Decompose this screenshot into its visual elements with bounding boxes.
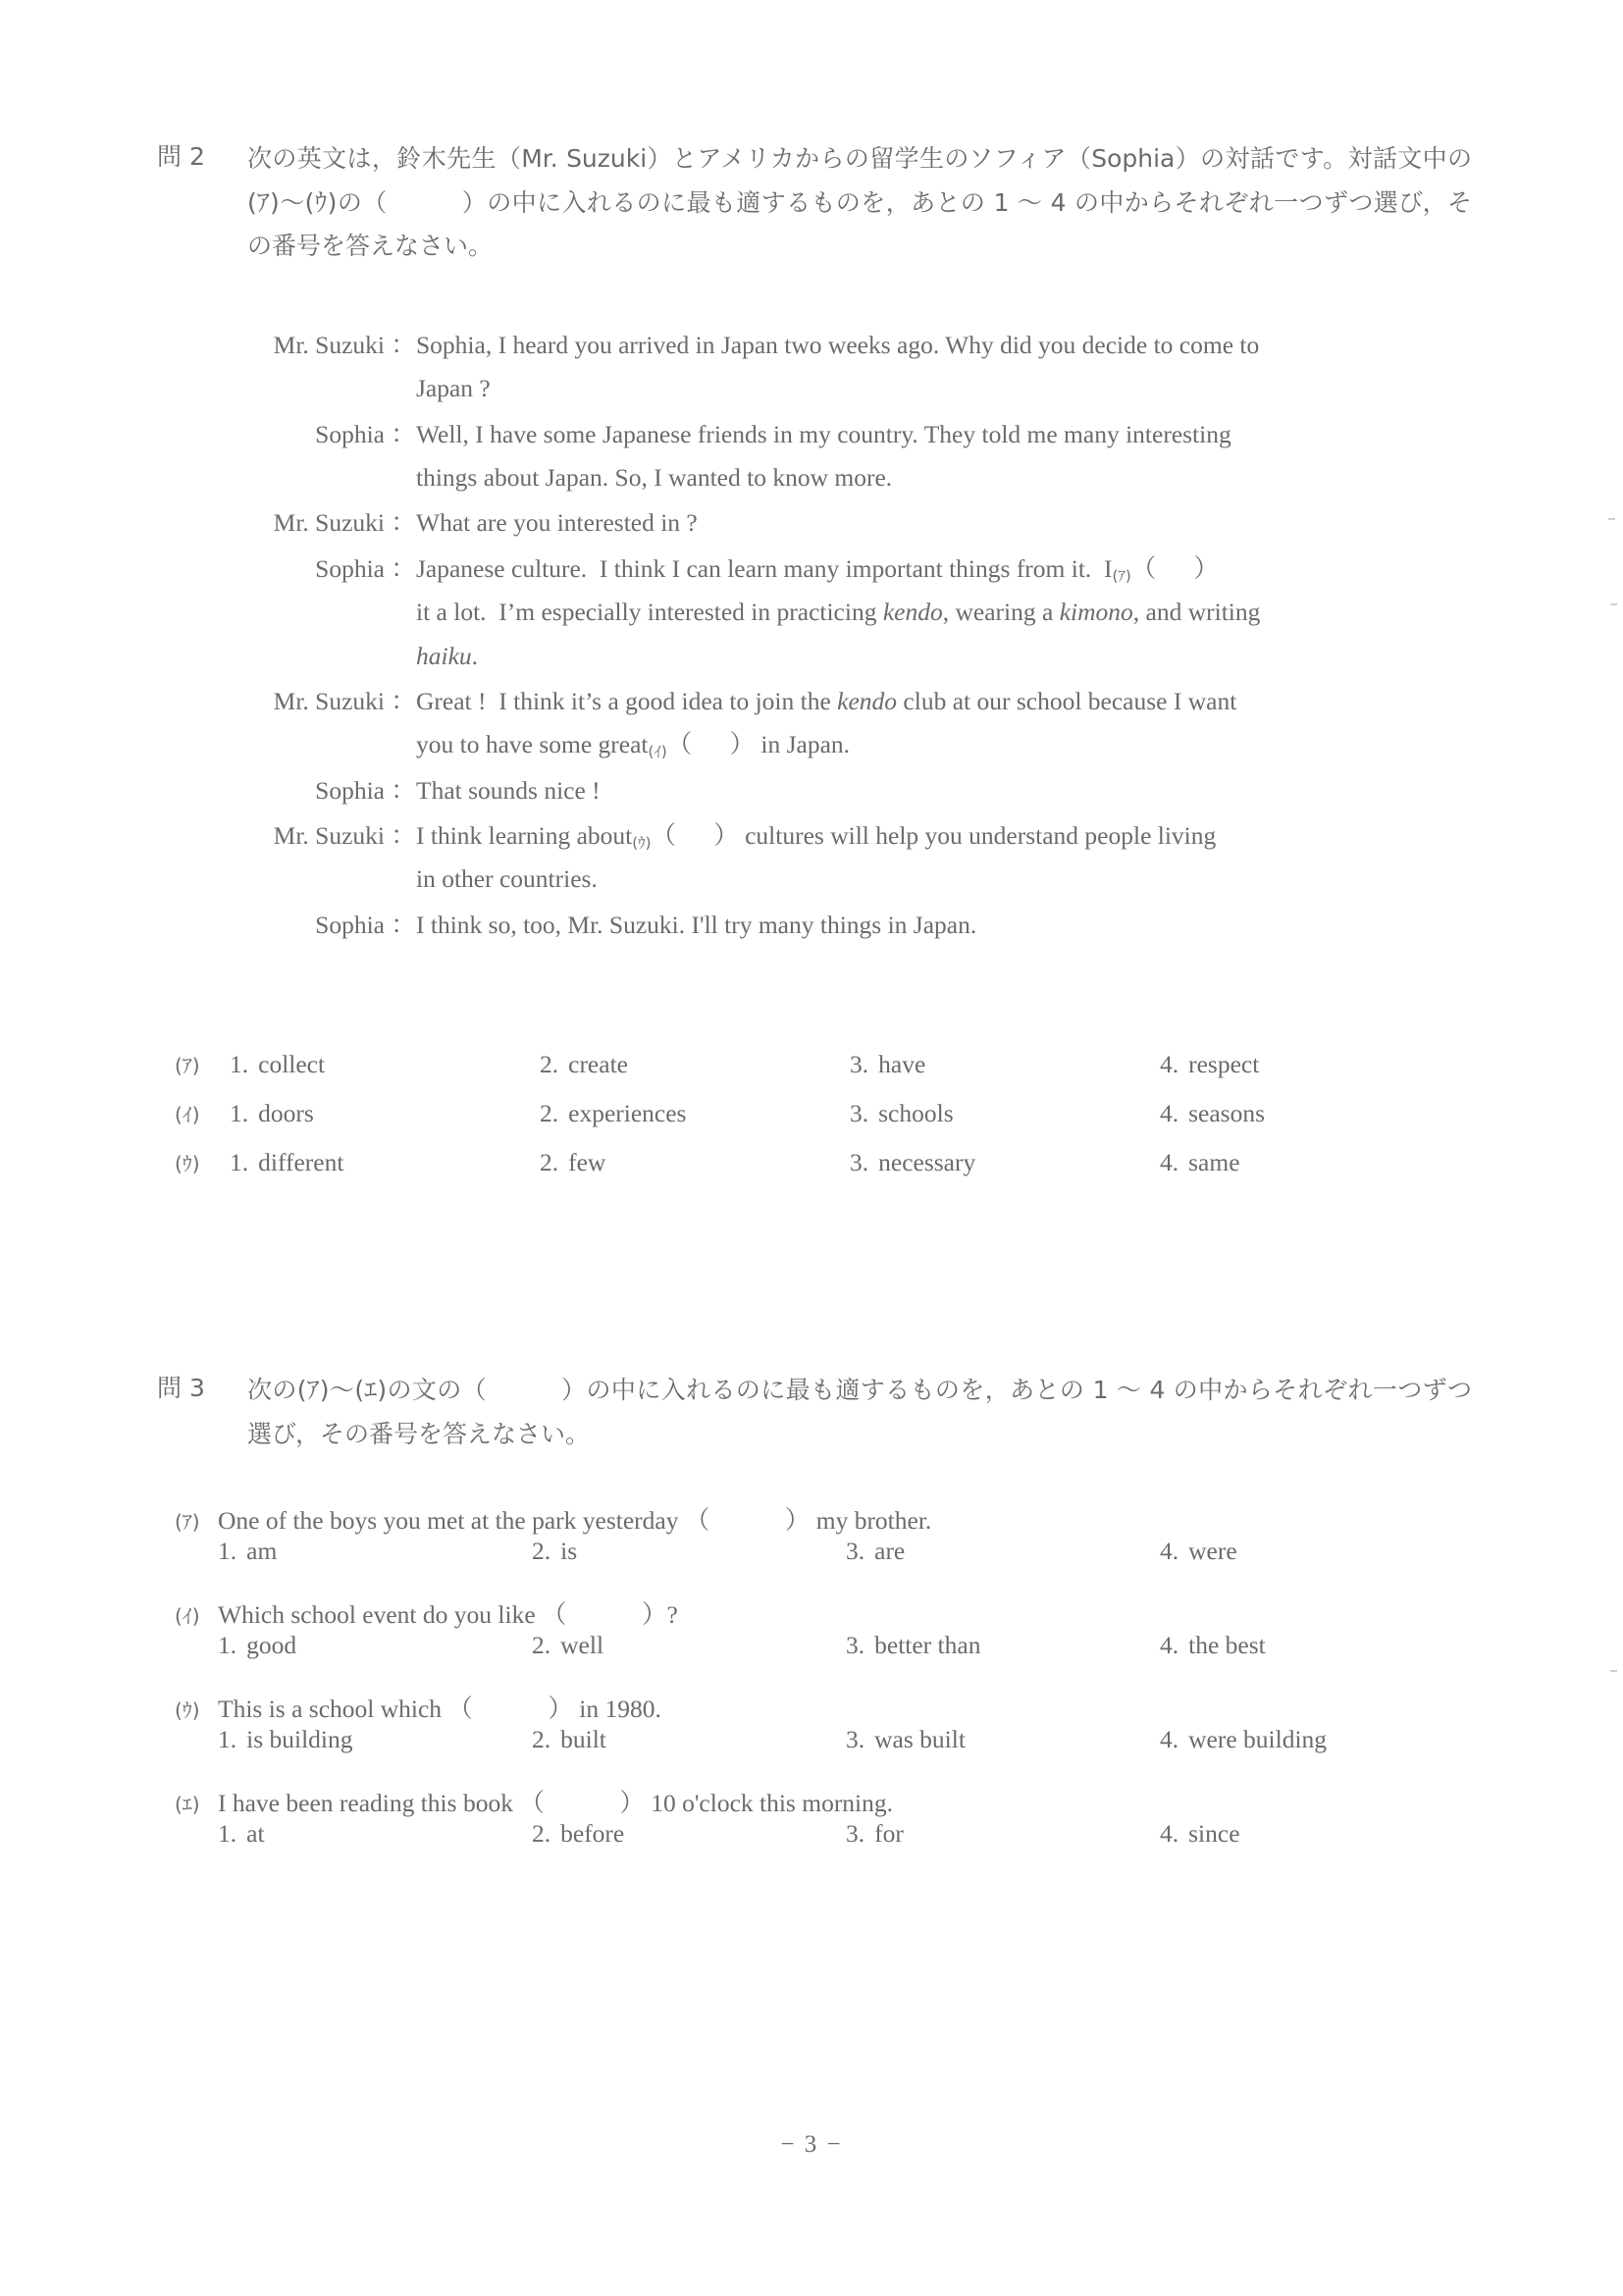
question-3-stem [175,1690,1480,1725]
choice-number: 4. [1160,1050,1179,1078]
item-options [175,1725,1480,1780]
dialogue-speaker: Mr. Suzuki [273,820,385,850]
dialogue-text [416,548,1472,678]
choice-option[interactable] [846,1631,1160,1660]
choice-option[interactable] [218,1819,532,1849]
choice-label: schools [878,1099,954,1127]
item-key: (ｲ) [175,1604,200,1628]
question-3-item [175,1595,1480,1686]
dialogue-row [196,413,1472,500]
choice-label: before [560,1819,625,1848]
choice-label: is building [246,1725,353,1753]
choice-number: 4. [1160,1631,1179,1659]
choice-label: doors [258,1099,314,1127]
choice-number: 1. [218,1631,237,1659]
dialogue-line: Great ! I think it’s a good idea to join the kendo club at our school because I want [416,686,1237,715]
choice-label: am [246,1537,278,1565]
choice-number: 2. [540,1099,559,1127]
choice-option[interactable] [850,1148,1160,1177]
choice-number: 4. [1160,1099,1179,1127]
dialogue-row [196,501,1472,545]
choice-number: 3. [846,1819,865,1848]
question-2-label: 問 2 [157,142,205,171]
dialogue-colon: ： [391,820,416,850]
choice-option[interactable] [540,1148,850,1177]
choice-option[interactable] [1160,1050,1470,1079]
question-2-block [157,137,1472,269]
dialogue-text [416,814,1472,902]
choice-label: the best [1188,1631,1266,1659]
choice-number: 2. [532,1819,551,1848]
choice-number: 2. [532,1631,551,1659]
choice-option[interactable] [846,1725,1160,1754]
choice-number: 2. [532,1725,551,1753]
choice-number: 4. [1160,1819,1179,1848]
dialogue-line: you to have some great(ｲ)（ ） in Japan. [416,723,1472,766]
item-options [175,1537,1480,1592]
dialogue-speaker: Mr. Suzuki [273,686,385,715]
choice-label: seasons [1188,1099,1266,1127]
choice-label: were building [1188,1725,1328,1753]
choice-option[interactable] [532,1725,846,1754]
choice-option[interactable] [540,1050,850,1079]
dialogue-text [416,904,1472,947]
choice-label: collect [258,1050,326,1078]
choice-number: 3. [846,1725,865,1753]
choice-option[interactable] [218,1631,532,1660]
choice-label: is [560,1537,578,1565]
item-key: (ｳ) [175,1698,200,1722]
dialogue-line: in other countries. [416,864,598,894]
question-3-stem [175,1501,1480,1537]
choice-number: 3. [850,1050,869,1078]
choice-label: necessary [878,1148,976,1176]
choice-option[interactable] [532,1537,846,1566]
choice-number: 2. [540,1148,559,1176]
question-3-item [175,1501,1480,1592]
item-options [175,1819,1480,1874]
scan-mark [1610,1670,1617,1672]
blank-marker-i: (ｲ) [648,743,667,761]
choice-option[interactable] [1160,1537,1474,1566]
choice-option[interactable] [1160,1631,1474,1660]
question-3-item [175,1784,1480,1874]
item-sentence: One of the boys you met at the park yesterday （ ） my brother. [218,1506,932,1535]
dialogue-colon: ： [391,686,416,715]
dialogue-line: things about Japan. So, I wanted to know more. [416,463,893,493]
dialogue-row [196,680,1472,767]
dialogue-line: What are you interested in ? [416,508,698,538]
dialogue-line: it a lot. I’m especially interested in practicing kendo, wearing a kimono, and writing [416,598,1261,627]
dialogue-speaker: Sophia [315,419,385,448]
choice-number: 4. [1160,1537,1179,1565]
choice-label: well [560,1631,604,1659]
question-3-item [175,1690,1480,1780]
scan-mark [1610,603,1617,605]
choice-label: have [878,1050,926,1078]
choice-option[interactable] [846,1537,1160,1566]
answer-blank: （ ） [666,730,755,759]
dialogue-list [196,324,1472,949]
item-sentence: This is a school which （ ） in 1980. [218,1695,661,1723]
dialogue-line: Japan ? [416,374,491,403]
question-2-heading [157,137,1472,269]
choice-row [175,1050,1470,1099]
dialogue-speaker: Sophia [315,775,385,805]
item-key: (ｴ) [175,1793,200,1816]
dialogue-text [416,501,1472,545]
question-3-stem [175,1784,1480,1819]
choice-option[interactable] [218,1537,532,1566]
choice-number: 3. [846,1631,865,1659]
question-2-choices [175,1050,1470,1197]
dialogue-colon: ： [391,553,416,583]
choice-number: 4. [1160,1148,1179,1176]
choice-number: 1. [230,1050,249,1078]
choice-option[interactable] [850,1099,1160,1128]
question-3-instruction: 次の(ｱ)～(ｴ)の文の（ ）の中に入れるのに最も適するものを，あとの 1 ～ 4 の中からそれぞれ一つずつ選び，その番号を答えなさい。 [247,1376,1472,1448]
choice-number: 1. [230,1148,249,1176]
item-key: (ｱ) [175,1510,200,1534]
choice-label: different [258,1148,344,1176]
italic-term: haiku [416,641,472,670]
question-3-heading [157,1369,1472,1456]
dialogue-line: Sophia, I heard you arrived in Japan two weeks ago. Why did you decide to come to [416,331,1260,359]
dialogue-speaker: Mr. Suzuki [273,508,385,538]
choice-option[interactable] [1160,1099,1470,1128]
choice-option[interactable] [540,1099,850,1128]
question-3-items [175,1501,1480,1878]
dialogue-colon: ： [391,331,416,359]
dialogue-colon: ： [391,775,416,805]
choice-label: since [1188,1819,1240,1848]
dialogue-line: That sounds nice ! [416,775,601,805]
answer-blank: （ ） [651,820,739,850]
dialogue-text [416,413,1472,500]
choice-label: are [874,1537,906,1565]
choice-row [175,1099,1470,1148]
dialogue-line: Japanese culture. I think I can learn many important things from it. I(ｱ)（ ） [416,548,1472,591]
dialogue-row [196,548,1472,678]
dialogue-colon: ： [391,508,416,538]
choice-label: for [874,1819,904,1848]
choice-label: was built [874,1725,966,1753]
choice-option[interactable] [850,1050,1160,1079]
item-sentence: I have been reading this book （ ） 10 o'clock this morning. [218,1789,894,1817]
choice-option[interactable] [218,1725,532,1754]
choice-number: 4. [1160,1725,1179,1753]
choice-option[interactable] [532,1819,846,1849]
dialogue-row [196,324,1472,411]
choice-row [175,1148,1470,1197]
dialogue-row [196,904,1472,947]
dialogue-row [196,814,1472,902]
choice-option[interactable] [230,1099,540,1128]
blank-marker-a: (ｱ) [1112,566,1131,585]
choice-number: 3. [850,1099,869,1127]
choice-label: built [560,1725,606,1753]
page-number: − 3 − [780,2131,843,2158]
choice-number: 2. [540,1050,559,1078]
choice-number: 1. [218,1725,237,1753]
choice-option[interactable] [532,1631,846,1660]
choice-label: few [568,1148,606,1176]
choice-key: (ｲ) [175,1103,200,1126]
choice-label: respect [1188,1050,1260,1078]
dialogue-speaker: Sophia [315,553,385,583]
dialogue-line: haiku. [416,641,479,670]
dialogue-text [416,324,1472,411]
dialogue-row [196,769,1472,812]
choice-number: 1. [218,1819,237,1848]
question-3-label: 問 3 [157,1374,205,1402]
dialogue-line: I think learning about(ｳ)（ ） cultures will help you understand people living [416,814,1472,858]
choice-option[interactable] [846,1819,1160,1849]
choice-label: better than [874,1631,981,1659]
choice-option[interactable] [1160,1148,1470,1177]
italic-term: kendo [837,686,898,715]
italic-term: kimono [1059,598,1133,627]
question-3-stem [175,1595,1480,1631]
item-options [175,1631,1480,1686]
scan-mark [1608,518,1615,520]
choice-number: 1. [218,1537,237,1565]
choice-option[interactable] [1160,1725,1474,1754]
question-2-instruction: 次の英文は，鈴木先生（Mr. Suzuki）とアメリカからの留学生のソフィア（Sophia）の対話です。対話文中の(ｱ)～(ｳ)の（ ）の中に入れるのに最も適するものを，あとの 1 ～ 4 の中からそれぞれ一つずつ選び，その番号を答えなさい。 [247,144,1472,260]
choice-label: same [1188,1148,1240,1176]
choice-number: 2. [532,1537,551,1565]
dialogue-line: I think so, too, Mr. Suzuki. I'll try many things in Japan. [416,910,977,939]
dialogue-text [416,680,1472,767]
choice-label: create [568,1050,628,1078]
choice-key: (ｳ) [175,1152,200,1175]
dialogue-colon: ： [391,419,416,448]
choice-number: 3. [846,1537,865,1565]
choice-number: 1. [230,1099,249,1127]
dialogue-text [416,769,1472,812]
choice-key: (ｱ) [175,1054,200,1077]
dialogue-speaker: Mr. Suzuki [273,331,385,359]
question-3-block [157,1369,1472,1456]
choice-label: at [246,1819,265,1848]
choice-label: were [1188,1537,1237,1565]
dialogue-speaker: Sophia [315,910,385,939]
dialogue-colon: ： [391,910,416,939]
choice-option[interactable] [230,1050,540,1079]
dialogue-line: Well, I have some Japanese friends in my country. They told me many interesting [416,419,1231,448]
item-sentence: Which school event do you like （ ）? [218,1600,678,1629]
choice-label: experiences [568,1099,687,1127]
blank-marker-u: (ｳ) [632,834,652,853]
choice-label: good [246,1631,297,1659]
italic-term: kendo [882,598,943,627]
choice-option[interactable] [1160,1819,1474,1849]
choice-number: 3. [850,1148,869,1176]
choice-option[interactable] [230,1148,540,1177]
answer-blank: （ ） [1130,553,1220,583]
